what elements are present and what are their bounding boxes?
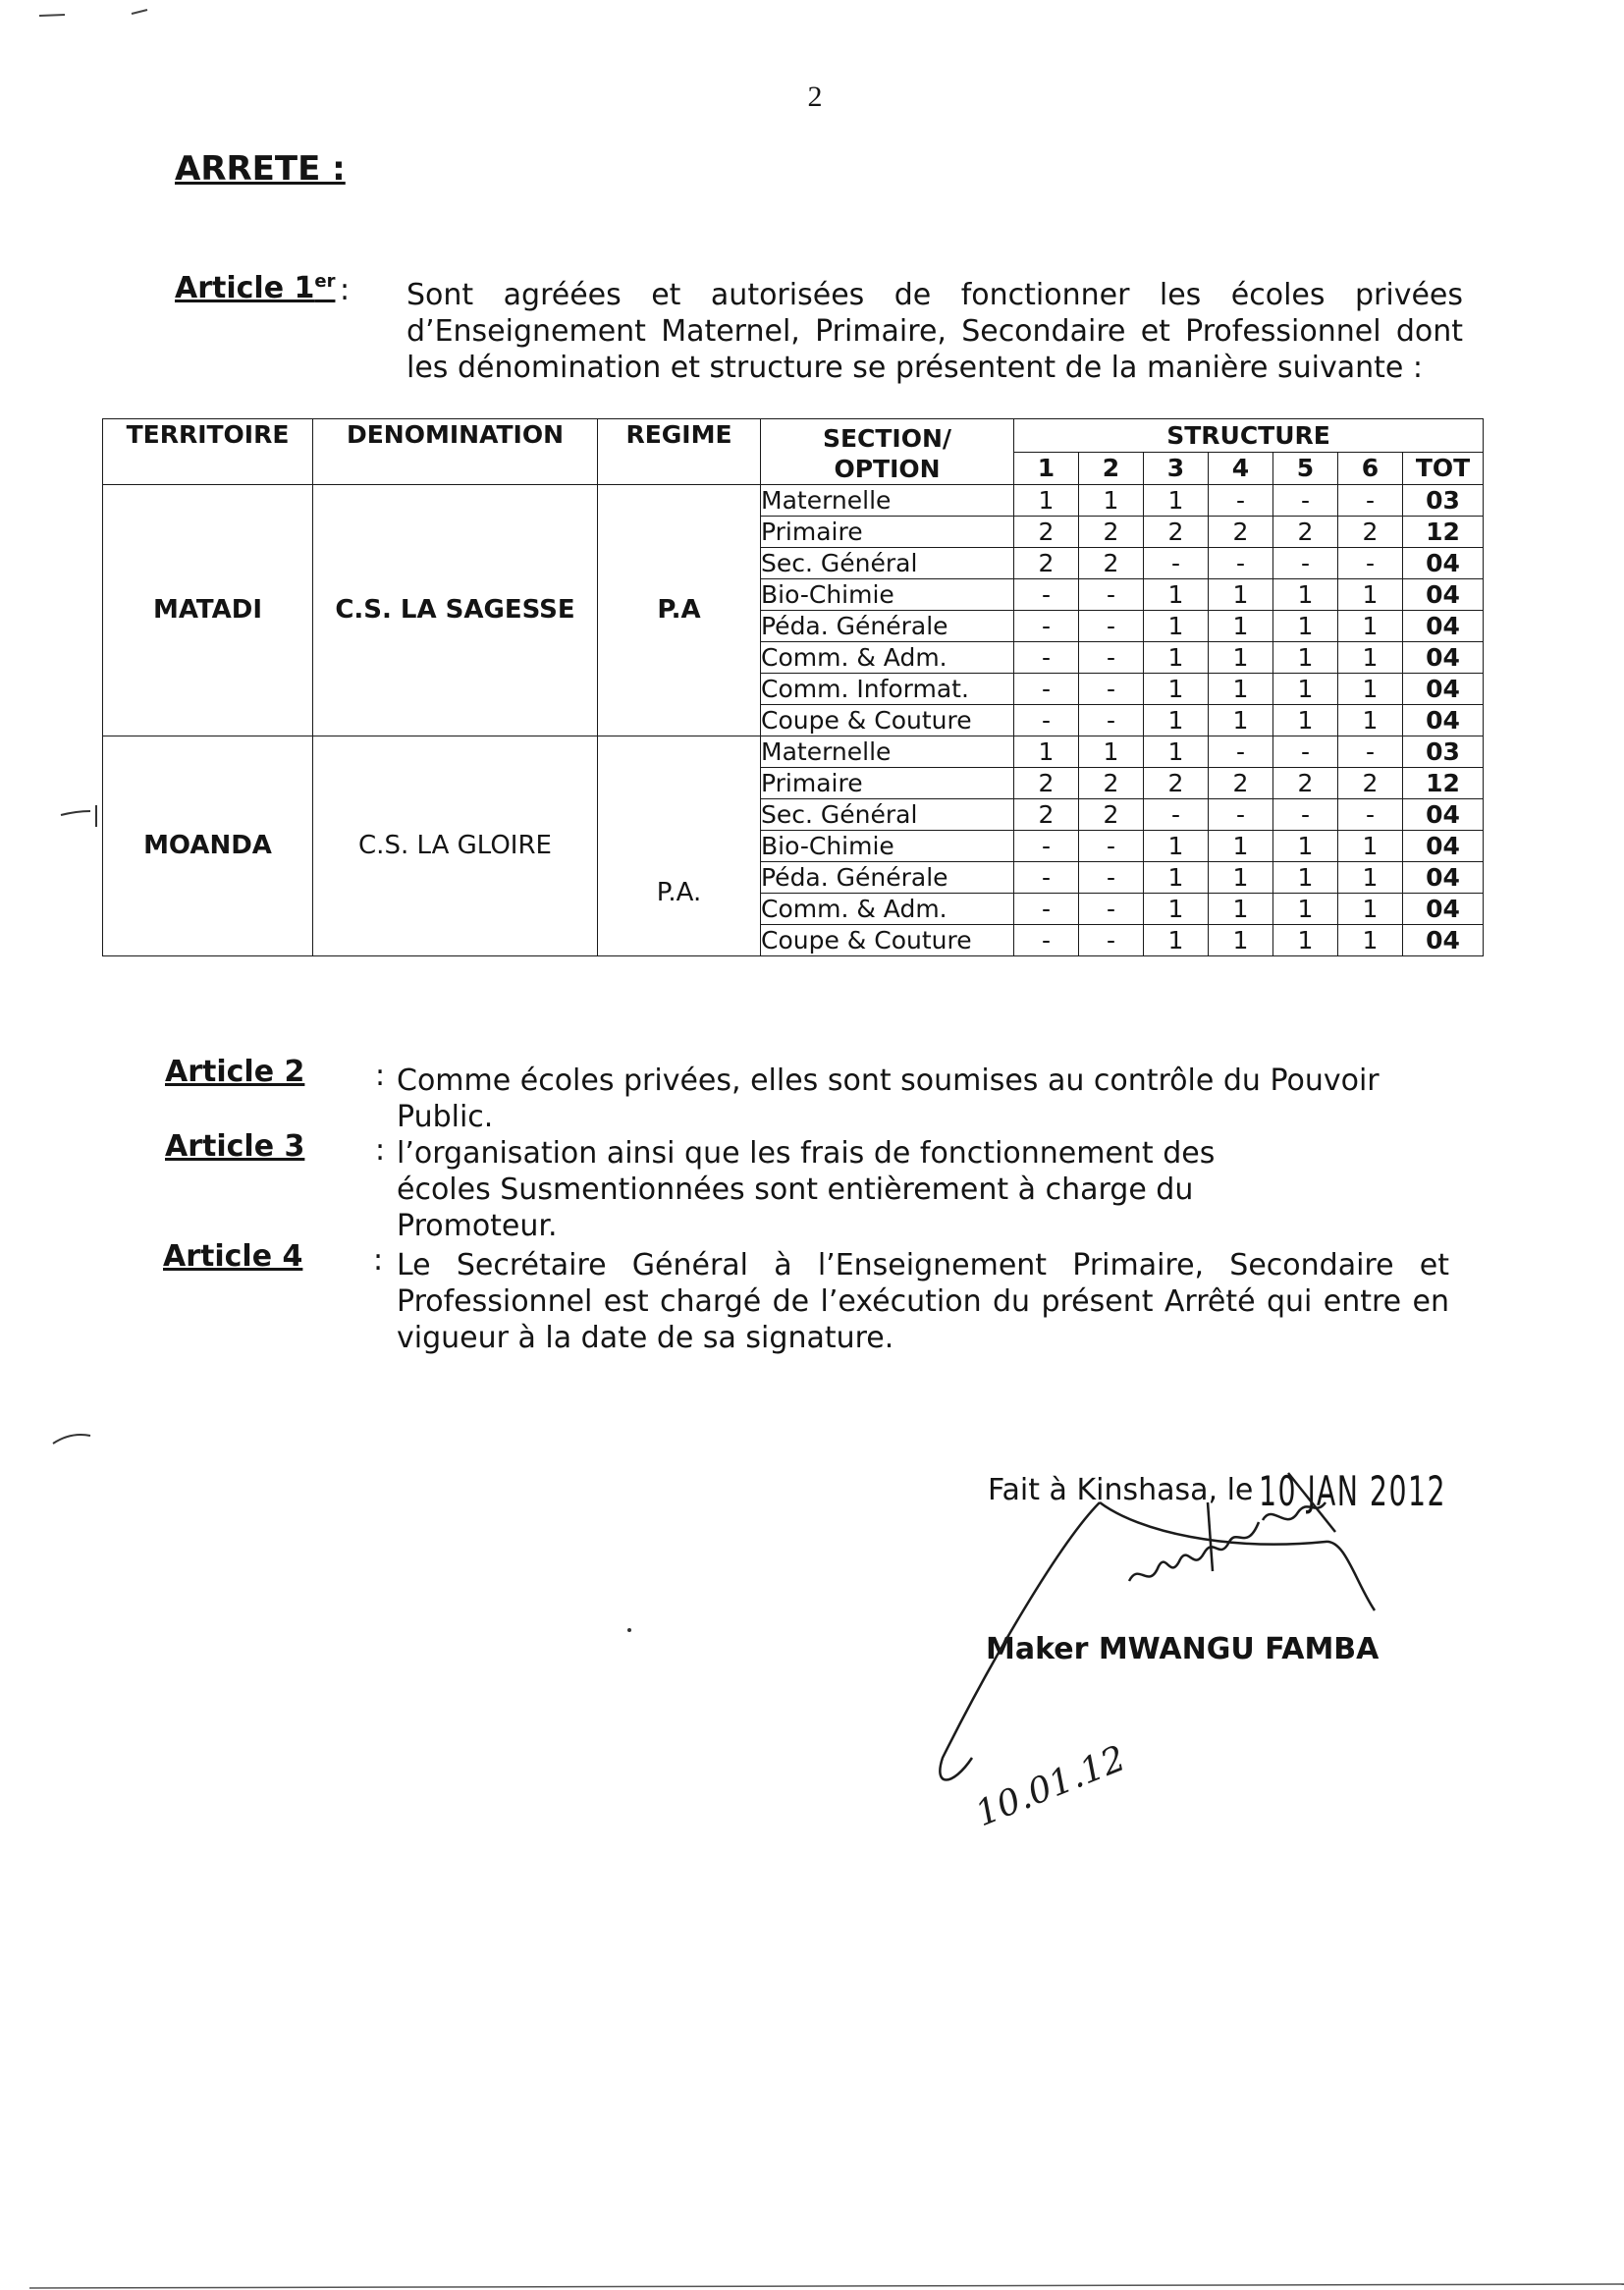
article-4-colon: : [373, 1243, 384, 1278]
structure-value-cell: - [1079, 894, 1144, 925]
total-cell: 04 [1403, 705, 1484, 736]
structure-value-cell: - [1338, 548, 1403, 579]
denomination-cell: C.S. LA GLOIRE [313, 736, 598, 956]
total-cell: 04 [1403, 579, 1484, 611]
header-col-3: 3 [1144, 452, 1209, 485]
structure-value-cell: - [1209, 799, 1273, 831]
section-cell: Maternelle [761, 736, 1014, 768]
structure-value-cell: 1 [1144, 642, 1209, 674]
article-1-label-text: Article 1 [175, 271, 315, 305]
total-cell: 04 [1403, 925, 1484, 956]
total-cell: 03 [1403, 736, 1484, 768]
structure-value-cell: 1 [1144, 894, 1209, 925]
structure-value-cell: 1 [1209, 674, 1273, 705]
structure-value-cell: - [1209, 548, 1273, 579]
structure-value-cell: 2 [1273, 768, 1338, 799]
header-col-2: 2 [1079, 452, 1144, 485]
structure-value-cell: 1 [1209, 642, 1273, 674]
section-cell: Comm. Informat. [761, 674, 1014, 705]
structure-value-cell: 1 [1144, 925, 1209, 956]
structure-value-cell: 1 [1209, 894, 1273, 925]
structure-value-cell: 2 [1144, 517, 1209, 548]
article-2-label: Article 2 [165, 1055, 305, 1089]
section-cell: Bio-Chimie [761, 831, 1014, 862]
structure-value-cell: 1 [1144, 736, 1209, 768]
regime-cell: P.A [598, 485, 761, 736]
structure-value-cell: - [1144, 799, 1209, 831]
section-cell: Coupe & Couture [761, 705, 1014, 736]
article-1-text: Sont agréées et autorisées de fonctionner les écoles privées d’Enseignement Maternel, Primaire, Secondaire et Professionnel dont les dénomination et structure se présentent de la manière suivante : [406, 278, 1463, 385]
denomination-cell: C.S. LA SAGESSE [313, 485, 598, 736]
stamped-date: 10 JAN 2012 [1259, 1467, 1447, 1515]
structure-value-cell: 2 [1079, 548, 1144, 579]
structure-value-cell: 2 [1079, 799, 1144, 831]
structure-value-cell: 1 [1338, 579, 1403, 611]
structure-value-cell: - [1273, 736, 1338, 768]
structure-value-cell: - [1273, 485, 1338, 517]
article-1-colon: : [340, 273, 351, 307]
section-cell: Sec. Général [761, 548, 1014, 579]
structure-value-cell: - [1079, 642, 1144, 674]
regime-cell: P.A. [598, 736, 761, 956]
structure-value-cell: 2 [1014, 517, 1079, 548]
structure-value-cell: - [1079, 579, 1144, 611]
structure-value-cell: 1 [1273, 894, 1338, 925]
structure-value-cell: - [1014, 894, 1079, 925]
structure-value-cell: 1 [1338, 894, 1403, 925]
article-4-label: Article 4 [163, 1239, 303, 1274]
structure-value-cell: - [1273, 548, 1338, 579]
structure-value-cell: - [1273, 799, 1338, 831]
structure-value-cell: 1 [1273, 925, 1338, 956]
handwritten-date: 10.01.12 [970, 1738, 1132, 1835]
header-structure: STRUCTURE [1014, 419, 1484, 453]
section-cell: Sec. Général [761, 799, 1014, 831]
territoire-cell: MATADI [103, 485, 313, 736]
header-col-tot: TOT [1403, 452, 1484, 485]
structure-value-cell: 1 [1273, 611, 1338, 642]
article-2-colon: : [375, 1059, 386, 1093]
structure-value-cell: - [1014, 611, 1079, 642]
structure-value-cell: 2 [1014, 548, 1079, 579]
total-cell: 04 [1403, 799, 1484, 831]
territoire-cell: MOANDA [103, 736, 313, 956]
section-cell: Comm. & Adm. [761, 894, 1014, 925]
structure-value-cell: 1 [1338, 831, 1403, 862]
structure-value-cell: - [1209, 736, 1273, 768]
total-cell: 04 [1403, 611, 1484, 642]
structure-value-cell: 1 [1144, 862, 1209, 894]
structure-value-cell: - [1144, 548, 1209, 579]
structure-value-cell: 1 [1338, 674, 1403, 705]
header-col-5: 5 [1273, 452, 1338, 485]
structure-value-cell: 1 [1338, 642, 1403, 674]
structure-value-cell: 1 [1273, 831, 1338, 862]
total-cell: 04 [1403, 674, 1484, 705]
structure-value-cell: 1 [1338, 705, 1403, 736]
structure-value-cell: - [1079, 831, 1144, 862]
header-territoire: TERRITOIRE [103, 419, 313, 485]
structure-value-cell: - [1338, 736, 1403, 768]
structure-value-cell: 2 [1144, 768, 1209, 799]
handwritten-signature [913, 1463, 1424, 1856]
structure-value-cell: 1 [1273, 579, 1338, 611]
total-cell: 04 [1403, 831, 1484, 862]
total-cell: 03 [1403, 485, 1484, 517]
structure-value-cell: 1 [1209, 862, 1273, 894]
article-3-text: l’organisation ainsi que les frais de fonctionnement des écoles Susmentionnées sont entièrement à charge du Promoteur. [397, 1136, 1216, 1243]
structure-value-cell: 1 [1209, 579, 1273, 611]
structure-value-cell: - [1014, 831, 1079, 862]
structure-value-cell: - [1014, 862, 1079, 894]
structure-value-cell: - [1079, 925, 1144, 956]
total-cell: 04 [1403, 862, 1484, 894]
total-cell: 12 [1403, 768, 1484, 799]
total-cell: 12 [1403, 517, 1484, 548]
structure-value-cell: 1 [1144, 831, 1209, 862]
section-cell: Péda. Générale [761, 862, 1014, 894]
section-cell: Bio-Chimie [761, 579, 1014, 611]
section-cell: Maternelle [761, 485, 1014, 517]
structure-value-cell: - [1014, 579, 1079, 611]
structure-value-cell: 1 [1014, 736, 1079, 768]
structure-value-cell: - [1014, 674, 1079, 705]
signature-place-date-label: Fait à Kinshasa, le [988, 1473, 1254, 1507]
structure-value-cell: 2 [1079, 517, 1144, 548]
structure-value-cell: 1 [1144, 579, 1209, 611]
header-regime: REGIME [598, 419, 761, 485]
table-row [103, 736, 1484, 768]
structure-value-cell: 1 [1079, 736, 1144, 768]
header-col-4: 4 [1209, 452, 1273, 485]
signatory-name: Maker MWANGU FAMBA [986, 1632, 1380, 1666]
structure-value-cell: 1 [1209, 705, 1273, 736]
section-cell: Primaire [761, 517, 1014, 548]
structure-value-cell: 1 [1209, 611, 1273, 642]
article-1-label [175, 271, 335, 305]
structure-value-cell: 1 [1079, 485, 1144, 517]
structure-value-cell: 1 [1144, 485, 1209, 517]
schools-structure-table [102, 418, 1484, 956]
table-body [103, 485, 1484, 956]
structure-value-cell: 1 [1273, 705, 1338, 736]
total-cell: 04 [1403, 894, 1484, 925]
total-cell: 04 [1403, 548, 1484, 579]
article-2-text: Comme écoles privées, elles sont soumises au contrôle du Pouvoir Public. [397, 1063, 1380, 1134]
total-cell: 04 [1403, 642, 1484, 674]
structure-value-cell: 2 [1209, 517, 1273, 548]
structure-value-cell: 1 [1144, 611, 1209, 642]
section-cell: Primaire [761, 768, 1014, 799]
structure-value-cell: 1 [1273, 674, 1338, 705]
article-1-label-sup: er [314, 271, 336, 292]
article-4-text: Le Secrétaire Général à l’Enseignement Primaire, Secondaire et Professionnel est chargé de l’exécution du présent Arrêté qui entre en vigueur à la date de sa signature. [397, 1248, 1449, 1355]
structure-value-cell: 2 [1338, 517, 1403, 548]
section-cell: Péda. Générale [761, 611, 1014, 642]
article-3-colon: : [375, 1133, 386, 1168]
structure-value-cell: 1 [1273, 862, 1338, 894]
header-col-1: 1 [1014, 452, 1079, 485]
table-header-row [103, 419, 1484, 453]
structure-value-cell: - [1079, 862, 1144, 894]
header-denomination: DENOMINATION [313, 419, 598, 485]
structure-value-cell: 1 [1338, 611, 1403, 642]
section-cell: Comm. & Adm. [761, 642, 1014, 674]
header-section-option: SECTION/ OPTION [761, 419, 1014, 485]
structure-value-cell: 1 [1144, 705, 1209, 736]
structure-value-cell: - [1338, 799, 1403, 831]
structure-value-cell: 2 [1014, 768, 1079, 799]
header-col-6: 6 [1338, 452, 1403, 485]
structure-value-cell: 1 [1144, 674, 1209, 705]
article-3-label: Article 3 [165, 1129, 305, 1164]
structure-value-cell: - [1209, 485, 1273, 517]
structure-value-cell: - [1079, 705, 1144, 736]
page-number: 2 [807, 81, 823, 113]
structure-value-cell: - [1079, 674, 1144, 705]
structure-value-cell: 2 [1079, 768, 1144, 799]
structure-value-cell: - [1014, 705, 1079, 736]
structure-value-cell: 2 [1209, 768, 1273, 799]
section-cell: Coupe & Couture [761, 925, 1014, 956]
structure-value-cell: 1 [1338, 862, 1403, 894]
structure-value-cell: - [1338, 485, 1403, 517]
structure-value-cell: 1 [1014, 485, 1079, 517]
decree-heading: ARRETE : [175, 149, 346, 189]
structure-value-cell: 2 [1273, 517, 1338, 548]
structure-value-cell: 2 [1014, 799, 1079, 831]
structure-value-cell: 1 [1338, 925, 1403, 956]
table-row [103, 485, 1484, 517]
structure-value-cell: 2 [1338, 768, 1403, 799]
structure-value-cell: 1 [1273, 642, 1338, 674]
structure-value-cell: 1 [1209, 831, 1273, 862]
structure-value-cell: 1 [1209, 925, 1273, 956]
structure-value-cell: - [1079, 611, 1144, 642]
structure-value-cell: - [1014, 925, 1079, 956]
structure-value-cell: - [1014, 642, 1079, 674]
